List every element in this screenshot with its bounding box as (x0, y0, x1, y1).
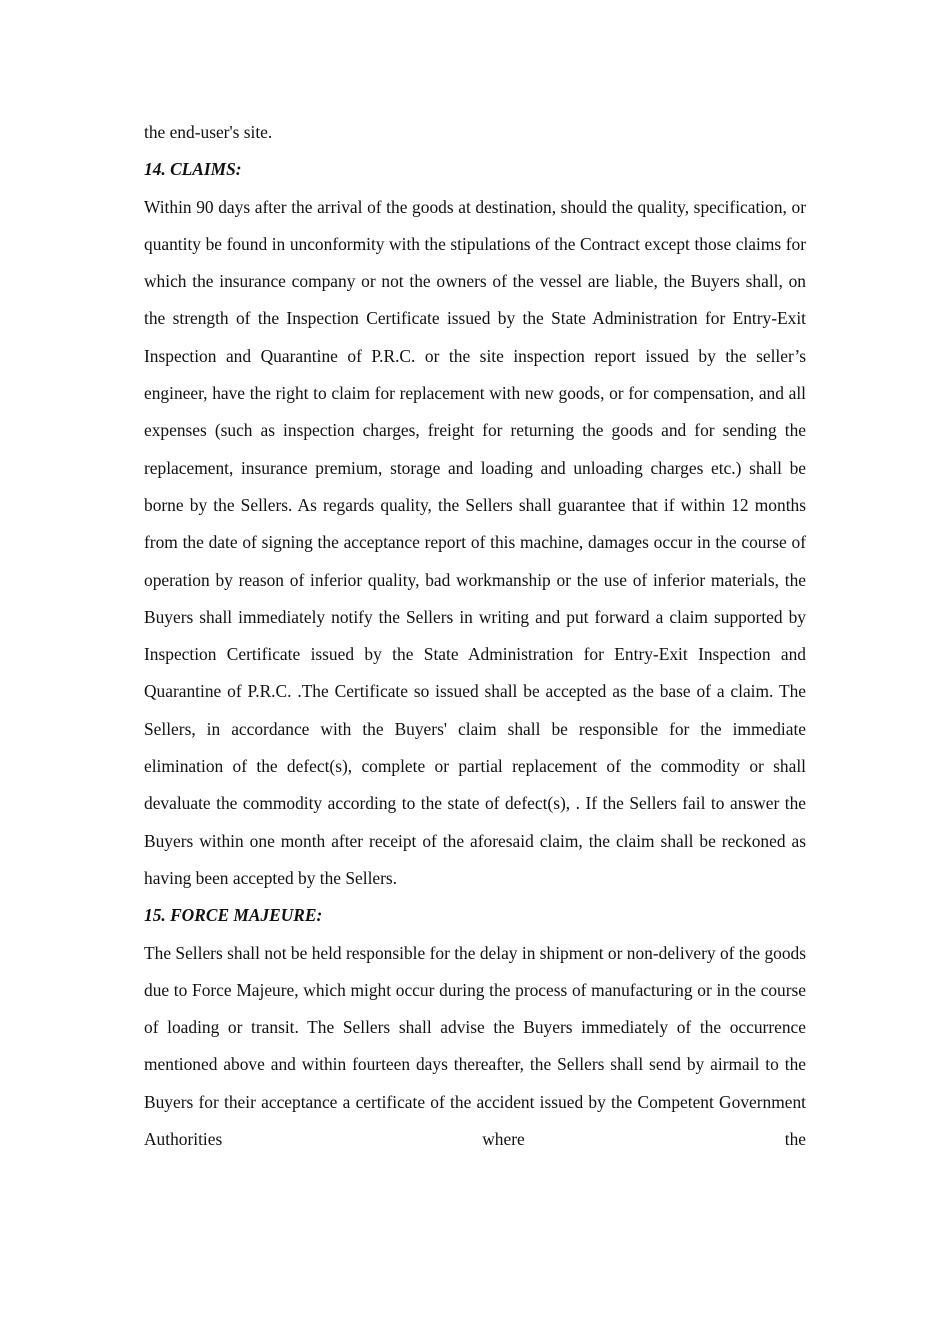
section-body-force-majeure: The Sellers shall not be held responsible for the delay in shipment or non-delivery of the goods due to Force Majeure, which might occur during the process of manufacturing or in the course of loading or transit. The Sellers shall advise the Buyers immediately of the occurrence mentioned above and within fourteen days thereafter, the Sellers shall send by airmail to the Buyers for their acceptance a certificate of the accident issued by the Competent Government Authorities where the (144, 942, 806, 1150)
section-heading-claims: 14. CLAIMS: (144, 159, 242, 180)
document-page (144, 114, 806, 1158)
section-heading-force-majeure: 15. FORCE MAJEURE: (144, 905, 323, 926)
continued-text-line: the end-user's site. (144, 122, 273, 142)
section-body-claims: Within 90 days after the arrival of the goods at destination, should the quality, specification, or quantity be found in unconformity with the stipulations of the Contract except those claims for which the insurance company or not the owners of the vessel are liable, the Buyers shall, on the strength of the Inspection Certificate issued by the State Administration for Entry-Exit Inspection and Quarantine of P.R.C. or the site inspection report issued by the seller’s engineer, have the right to claim for replacement with new goods, or for compensation, and all expenses (such as inspection charges, freight for returning the goods and for sending the replacement, insurance premium, storage and loading and unloading charges etc.) shall be borne by the Sellers. As regards quality, the Sellers shall guarantee that if within 12 months from the date of signing the acceptance report of this machine, damages occur in the course of operation by reason of inferior quality, bad workmanship or the use of inferior materials, the Buyers shall immediately notify the Sellers in writing and put forward a claim supported by Inspection Certificate issued by the State Administration for Entry-Exit Inspection and Quarantine of P.R.C. .The Certificate so issued shall be accepted as the base of a claim. The Sellers, in accordance with the Buyers' claim shall be responsible for the immediate elimination of the defect(s), complete or partial replacement of the commodity or shall devaluate the commodity according to the state of defect(s), . If the Sellers fail to answer the Buyers within one month after receipt of the aforesaid claim, the claim shall be reckoned as having been accepted by the Sellers. (144, 196, 806, 888)
